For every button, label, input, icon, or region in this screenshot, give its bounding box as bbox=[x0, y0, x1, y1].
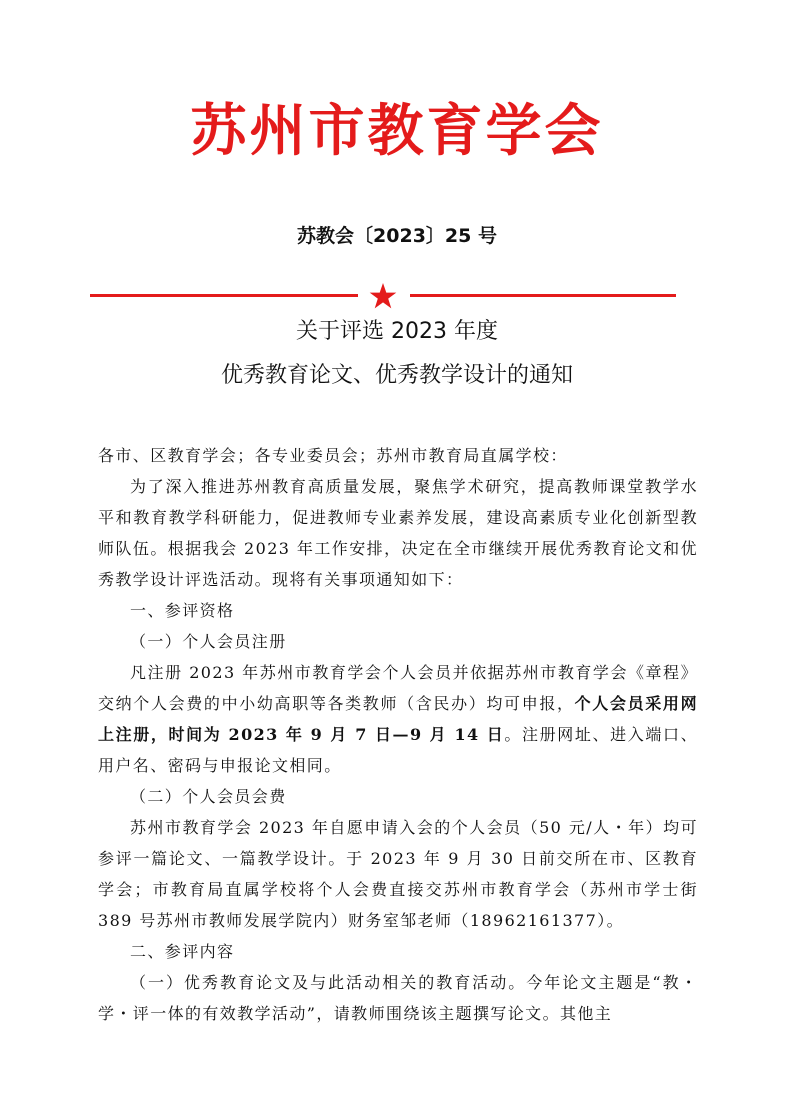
subsection-1-heading: （一）个人会员注册 bbox=[130, 632, 287, 651]
subsection-2-paragraph: 苏州市教育学会 2023 年自愿申请入会的个人会员（50 元/人・年）均可参评一篇论文、一篇教学设计。于 2023 年 9 月 30 日前交所在市、区教育学会；市教育局直属学校将个人会费直接交苏州市教育学会（苏州市学士街 389 号苏州市教师发展学院内）财务室邹老师（18962161377）。 bbox=[98, 818, 698, 930]
salutation: 各市、区教育学会；各专业委员会；苏州市教育局直属学校： bbox=[98, 446, 568, 465]
star-icon bbox=[369, 283, 397, 309]
org-name-header: 苏州市教育学会 bbox=[190, 99, 604, 164]
section-2-paragraph: （一）优秀教育论文及与此活动相关的教育活动。今年论文主题是“教・学・评一体的有效教学活动”，请教师围绕该主题撰写论文。其他主 bbox=[98, 973, 698, 1023]
document-title-line-2: 优秀教育论文、优秀教学设计的通知 bbox=[220, 363, 573, 388]
subsection-1-text-end: 。注册网址、进入端口、用户名、密码与申报论文相同。 bbox=[98, 725, 698, 775]
red-divider bbox=[90, 283, 676, 309]
subsection-1-paragraph bbox=[98, 657, 698, 781]
document-number: 苏教会〔2023〕25 号 bbox=[297, 225, 497, 247]
subsection-2-heading: （二）个人会员会费 bbox=[130, 787, 287, 806]
section-1-heading: 一、参评资格 bbox=[130, 601, 235, 620]
subsection-1-text-start: 凡注册 2023 年苏州市教育学会个人会员并依据苏州市教育学会《章程》交纳个人会费的中小幼高职等各类教师（含民办）均可申报， bbox=[98, 663, 698, 713]
intro-paragraph: 为了深入推进苏州教育高质量发展，聚焦学术研究，提高教师课堂教学水平和教育教学科研能力，促进教师专业素养发展，建设高素质专业化创新型教师队伍。根据我会 2023 年工作安排，决定在全市继续开展优秀教育论文和优秀教学设计评选活动。现将有关事项通知如下： bbox=[98, 477, 698, 589]
section-2-heading: 二、参评内容 bbox=[130, 942, 235, 961]
divider-line-left bbox=[90, 294, 358, 297]
document-body bbox=[98, 440, 698, 1029]
document-title-line-1: 关于评选 2023 年度 bbox=[296, 319, 498, 344]
registration-period-text: 个人会员采用网上注册，时间为 2023 年 9 月 7 日—9 月 14 日 bbox=[98, 694, 698, 744]
divider-line-right bbox=[410, 294, 676, 297]
